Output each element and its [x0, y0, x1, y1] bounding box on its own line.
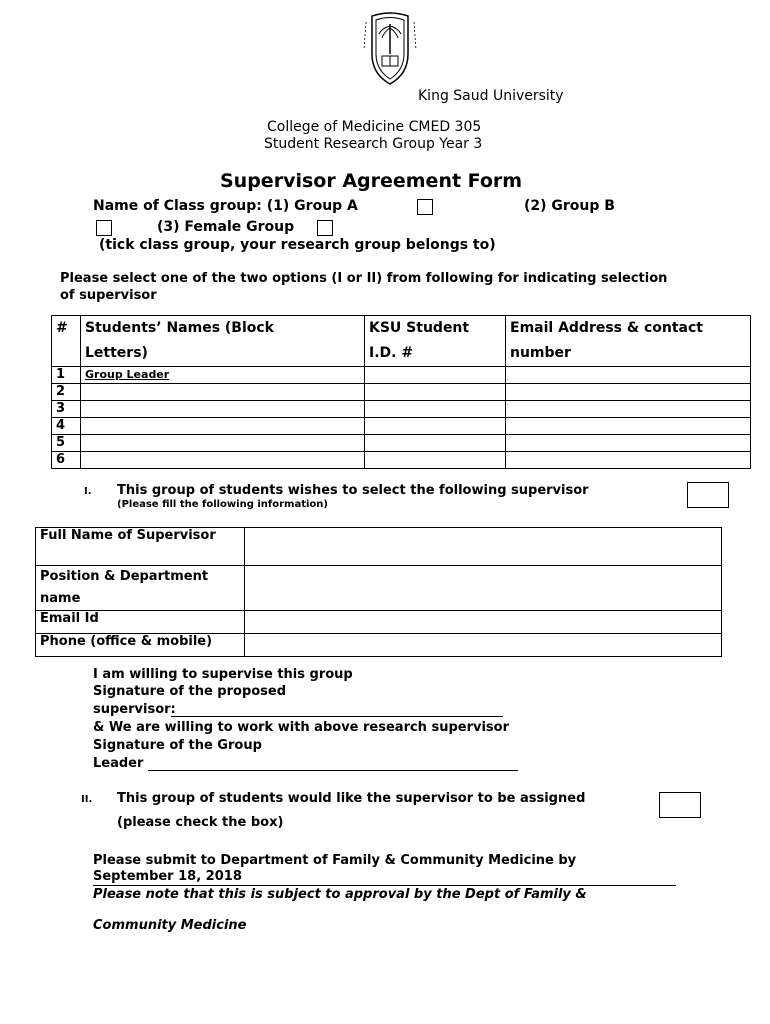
leader-signature-line[interactable] — [148, 757, 518, 771]
table-row — [52, 367, 751, 384]
group-year: Student Research Group Year 3 — [264, 136, 483, 152]
student-email-cell[interactable] — [506, 452, 751, 469]
col-id-header: KSU Student I.D. # — [365, 316, 506, 367]
email-label: Email Id — [36, 611, 245, 634]
option-1-numeral: I. — [84, 486, 92, 497]
student-id-cell[interactable] — [365, 435, 506, 452]
group-a-checkbox[interactable] — [417, 199, 433, 215]
student-email-cell[interactable] — [506, 384, 751, 401]
student-email-cell[interactable] — [506, 401, 751, 418]
student-email-cell[interactable] — [506, 435, 751, 452]
approval-note-2: Community Medicine — [93, 918, 247, 933]
phone-label: Phone (office & mobile) — [36, 634, 245, 657]
student-id-cell[interactable] — [365, 418, 506, 435]
form-title: Supervisor Agreement Form — [220, 170, 523, 192]
student-id-cell[interactable] — [365, 452, 506, 469]
agree-text: & We are willing to work with above research supervisor — [93, 720, 509, 735]
row-number: 3 — [52, 401, 81, 418]
student-email-cell[interactable] — [506, 418, 751, 435]
female-group-label: (3) Female Group — [157, 219, 295, 235]
college-name: College of Medicine CMED 305 — [267, 119, 482, 135]
position-field[interactable] — [245, 566, 722, 611]
row-number: 1 — [52, 367, 81, 384]
female-group-checkbox[interactable] — [317, 220, 333, 236]
tick-note: (tick class group, your research group belongs to) — [99, 237, 496, 253]
option-2-subtext: (please check the box) — [117, 815, 284, 830]
option-2-text: This group of students would like the supervisor to be assigned — [117, 791, 586, 806]
willing-text: I am willing to supervise this group — [93, 667, 353, 682]
student-id-cell[interactable] — [365, 401, 506, 418]
table-row — [36, 634, 722, 657]
option-2-numeral: II. — [81, 794, 93, 805]
university-logo — [358, 10, 422, 88]
student-name-cell[interactable] — [81, 418, 365, 435]
option-2-checkbox[interactable] — [659, 792, 701, 818]
phone-field[interactable] — [245, 634, 722, 657]
col-email-header: Email Address & contact number — [506, 316, 751, 367]
supervisor-table — [35, 527, 722, 657]
option-1-subtext: (Please fill the following information) — [117, 499, 328, 510]
student-id-cell[interactable] — [365, 367, 506, 384]
option-1-checkbox[interactable] — [687, 482, 729, 508]
position-label: Position & Department name — [36, 566, 245, 611]
student-name-cell[interactable] — [81, 435, 365, 452]
table-row — [52, 401, 751, 418]
select-instruction-1: Please select one of the two options (I or II) from following for indicating selection — [60, 271, 668, 286]
group-b-label: (2) Group B — [524, 198, 615, 214]
supervisor-signature-label: supervisor: — [93, 702, 176, 717]
student-name-cell[interactable] — [81, 401, 365, 418]
students-table — [51, 315, 751, 469]
leader-signature-label: Leader — [93, 756, 144, 771]
signature-group-label: Signature of the Group — [93, 738, 262, 753]
table-row — [52, 435, 751, 452]
university-name: King Saud University — [418, 88, 564, 104]
supervisor-signature-line[interactable] — [171, 703, 503, 717]
table-row — [36, 528, 722, 566]
student-name-cell[interactable] — [81, 384, 365, 401]
table-row — [36, 611, 722, 634]
option-1-text: This group of students wishes to select the following supervisor — [117, 483, 589, 498]
col-name-header: Students’ Names (Block Letters) — [81, 316, 365, 367]
col-num-header: # — [52, 316, 81, 367]
student-name-cell[interactable]: Group Leader — [81, 367, 365, 384]
submit-text-2: September 18, 2018 — [93, 869, 242, 884]
class-group-label: Name of Class group: (1) Group A — [93, 198, 358, 214]
approval-note-1: Please note that this is subject to approval by the Dept of Family & — [93, 887, 587, 902]
full-name-field[interactable] — [245, 528, 722, 566]
signature-proposed-label: Signature of the proposed — [93, 684, 287, 699]
table-row — [36, 566, 722, 611]
students-table-header — [52, 316, 751, 367]
row-number: 6 — [52, 452, 81, 469]
submit-text-1: Please submit to Department of Family & Community Medicine by — [93, 853, 577, 868]
submit-underline — [93, 872, 676, 886]
row-number: 4 — [52, 418, 81, 435]
row-number: 2 — [52, 384, 81, 401]
student-email-cell[interactable] — [506, 367, 751, 384]
table-row — [52, 452, 751, 469]
student-id-cell[interactable] — [365, 384, 506, 401]
group-b-checkbox[interactable] — [96, 220, 112, 236]
table-row — [52, 418, 751, 435]
email-field[interactable] — [245, 611, 722, 634]
table-row — [52, 384, 751, 401]
student-name-cell[interactable] — [81, 452, 365, 469]
row-number: 5 — [52, 435, 81, 452]
full-name-label: Full Name of Supervisor — [36, 528, 245, 566]
select-instruction-2: of supervisor — [60, 288, 157, 303]
